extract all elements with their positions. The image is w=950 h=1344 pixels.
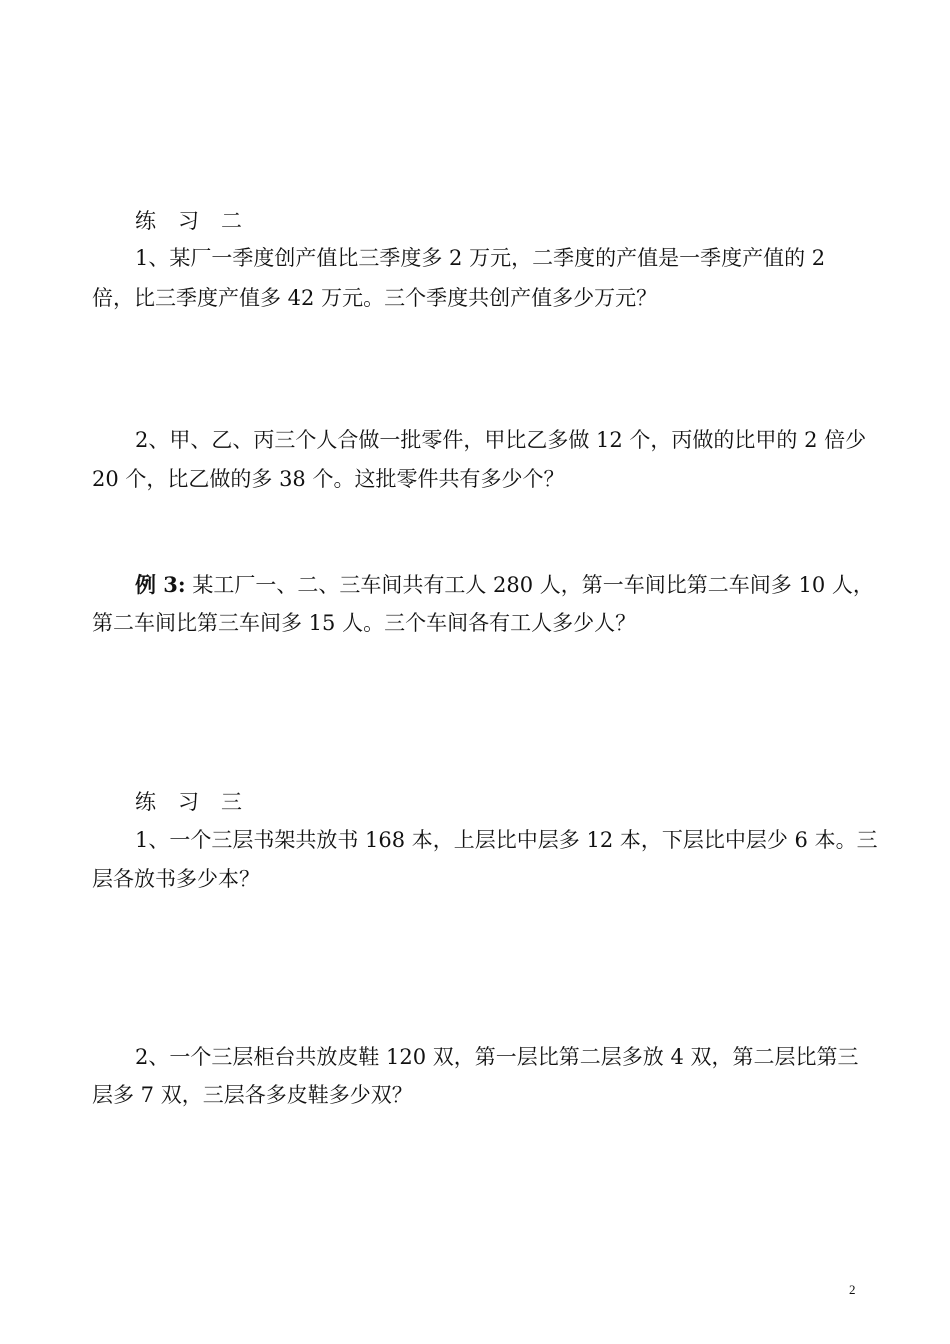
example-3-label: 例 3: [135,572,186,597]
exercise-three-heading [135,787,242,817]
exercise-three-question-2-line-2: 层多 7 双，三层各多皮鞋多少双？ [92,1083,413,1107]
exercise-three-question-2-line-1: 2、一个三层柜台共放皮鞋 120 双，第一层比第二层多放 4 双，第二层比第三 [135,1045,859,1069]
example-3-text: 某工厂一、二、三车间共有工人 280 人，第一车间比第二车间多 10 人， [185,573,874,597]
example-3-line-2: 第二车间比第三车间多 15 人。三个车间各有工人多少人？ [92,611,637,635]
exercise-two-question-2-line-1: 2、甲、乙、丙三个人合做一批零件，甲比乙多做 12 个，丙做的比甲的 2 倍少 [135,428,867,452]
heading-char: 习 [178,790,199,814]
heading-char: 二 [221,209,242,233]
page-number: 2 [849,1282,856,1297]
heading-char: 习 [178,209,199,233]
heading-char: 三 [221,790,242,814]
exercise-two-heading [135,206,242,236]
exercise-three-question-1-line-1: 1、一个三层书架共放书 168 本，上层比中层多 12 本，下层比中层少 6 本。三 [135,828,878,852]
exercise-two-question-1-line-2: 倍，比三季度产值多 42 万元。三个季度共创产值多少万元？ [92,286,658,310]
exercise-three-question-1-line-2: 层各放书多少本？ [92,867,260,891]
exercise-two-question-2-line-2: 20 个，比乙做的多 38 个。这批零件共有多少个？ [92,467,565,491]
heading-char: 练 [135,209,156,233]
example-3-line-1 [135,570,874,600]
exercise-two-question-1-line-1: 1、某厂一季度创产值比三季度多 2 万元，二季度的产值是一季度产值的 2 [135,246,826,270]
heading-char: 练 [135,790,156,814]
